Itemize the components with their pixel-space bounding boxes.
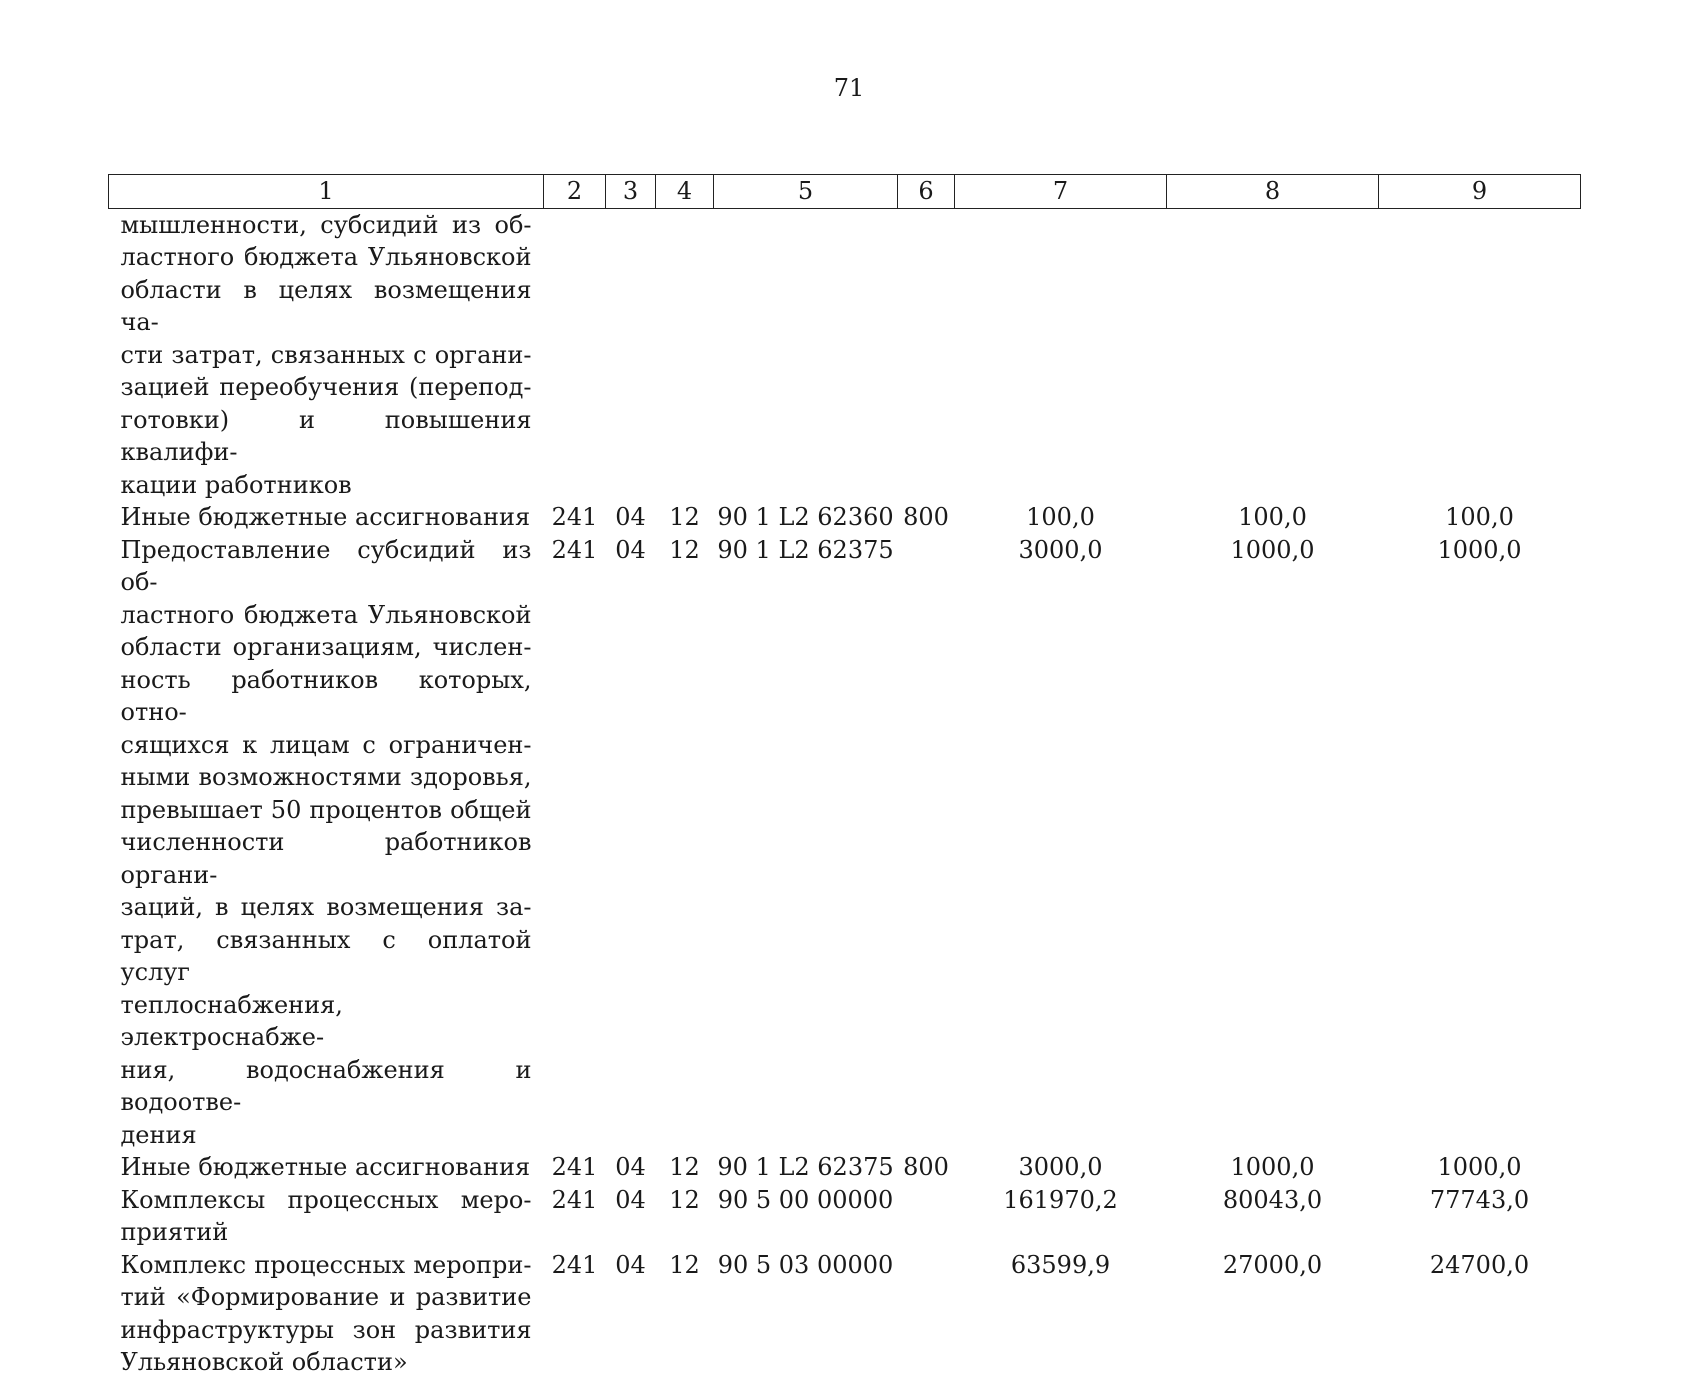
cell-col-8: 100,0 (1238, 503, 1307, 531)
description-line: ластного бюджета Ульяновской (120, 243, 532, 271)
column-number-header (109, 175, 1581, 209)
cell-col-9: 24700,0 (1429, 1250, 1530, 1279)
cell-col-5: 90 1 L2 62360 (717, 503, 894, 531)
description-line: Предоставление субсидий из об- (120, 535, 532, 596)
description-line: области в целях возмещения ча- (120, 275, 532, 336)
description-line: тий «Формирование и развитие (120, 1283, 532, 1311)
description-line: сящихся к лицам с ограничен- (120, 730, 532, 759)
cell-col-3 (606, 208, 656, 501)
cell-col-7: 161970,2 (1003, 1185, 1118, 1214)
row-description (109, 208, 544, 501)
description-line: ластного бюджета Ульяновской (120, 600, 532, 629)
cell-col-9: 77743,0 (1429, 1185, 1530, 1214)
description-line: трат, связанных с оплатой услуг (120, 925, 532, 986)
description-line: заций, в целях возмещения за- (120, 893, 532, 921)
cell-col-4 (656, 208, 714, 501)
description-line: кации работников (120, 470, 352, 499)
cell-col-4: 12 (669, 535, 700, 564)
column-header-1: 1 (109, 175, 544, 209)
row-description (109, 1184, 544, 1249)
cell-col-6: 800 (903, 1153, 949, 1181)
cell-col-8: 1000,0 (1230, 535, 1315, 564)
description-line: сти затрат, связанных с органи- (120, 340, 532, 369)
description-line: области организациям, числен- (120, 633, 532, 661)
description-line: Комплексы процессных меро- (120, 1185, 532, 1214)
table-row (109, 208, 1581, 501)
description-line: Ульяновской области» (120, 1348, 408, 1376)
cell-col-6 (898, 1184, 955, 1249)
description-line: Комплекс процессных меропри- (120, 1250, 532, 1279)
cell-col-9: 100,0 (1445, 503, 1514, 531)
cell-col-7 (955, 208, 1167, 501)
table-row (109, 501, 1581, 534)
cell-col-5 (714, 208, 898, 501)
description-line: теплоснабжения, электроснабже- (120, 990, 343, 1051)
description-line: дения (120, 1120, 197, 1149)
cell-col-9: 1000,0 (1437, 1153, 1522, 1181)
table-row (109, 1249, 1581, 1379)
cell-col-2: 241 (551, 1185, 598, 1214)
description-line: инфраструктуры зон развития (120, 1315, 532, 1344)
cell-col-2: 241 (551, 1250, 598, 1279)
description-line: приятий (120, 1218, 229, 1246)
column-header-8: 8 (1167, 175, 1379, 209)
row-description (109, 534, 544, 1152)
cell-col-3: 04 (615, 535, 646, 564)
description-line: готовки) и повышения квалифи- (120, 405, 532, 466)
cell-col-9 (1379, 208, 1581, 501)
cell-col-8: 1000,0 (1230, 1153, 1315, 1181)
cell-col-4: 12 (669, 1153, 700, 1181)
cell-col-8: 80043,0 (1222, 1185, 1323, 1214)
row-description (109, 1151, 544, 1184)
cell-col-6 (898, 534, 955, 1152)
cell-col-5: 90 1 L2 62375 (717, 535, 894, 564)
column-header-6: 6 (898, 175, 955, 209)
cell-col-2: 241 (551, 535, 598, 564)
cell-col-6: 800 (903, 503, 949, 531)
column-header-4: 4 (656, 175, 714, 209)
cell-col-3: 04 (615, 1185, 646, 1214)
description-line: численности работников органи- (120, 828, 532, 889)
table-row (109, 1151, 1581, 1184)
table-body (109, 208, 1581, 1379)
description-line: Иные бюджетные ассигнования (120, 1153, 531, 1181)
column-header-3: 3 (606, 175, 656, 209)
cell-col-3: 04 (615, 1153, 646, 1181)
cell-col-2 (544, 208, 606, 501)
cell-col-4: 12 (669, 1250, 700, 1279)
budget-table (108, 174, 1581, 1379)
cell-col-8: 27000,0 (1222, 1250, 1323, 1279)
cell-col-9: 1000,0 (1437, 535, 1522, 564)
page-number: 71 (833, 74, 865, 102)
description-line: ния, водоснабжения и водоотве- (120, 1055, 532, 1116)
table-row (109, 534, 1581, 1152)
row-description (109, 1249, 544, 1379)
description-line: превышает 50 процентов общей (120, 795, 532, 824)
cell-col-4: 12 (669, 503, 700, 531)
column-header-5: 5 (714, 175, 898, 209)
cell-col-7: 63599,9 (1010, 1250, 1111, 1279)
cell-col-4: 12 (669, 1185, 700, 1214)
description-line: ность работников которых, отно- (120, 665, 532, 726)
cell-col-3: 04 (615, 503, 646, 531)
row-description (109, 501, 544, 534)
column-header-9: 9 (1379, 175, 1581, 209)
column-header-7: 7 (955, 175, 1167, 209)
description-line: Иные бюджетные ассигнования (120, 503, 531, 531)
description-line: ными возможностями здоровья, (120, 763, 532, 791)
cell-col-2: 241 (551, 1153, 598, 1181)
description-line: зацией переобучения (перепод- (120, 373, 532, 401)
cell-col-6 (898, 208, 955, 501)
cell-col-7: 100,0 (1026, 503, 1095, 531)
cell-col-5: 90 5 00 00000 (717, 1185, 894, 1214)
cell-col-2: 241 (551, 503, 598, 531)
cell-col-3: 04 (615, 1250, 646, 1279)
cell-col-5: 90 1 L2 62375 (717, 1153, 894, 1181)
cell-col-7: 3000,0 (1018, 535, 1103, 564)
column-header-2: 2 (544, 175, 606, 209)
cell-col-5: 90 5 03 00000 (717, 1250, 894, 1279)
cell-col-7: 3000,0 (1018, 1153, 1103, 1181)
description-line: мышленности, субсидий из об- (120, 210, 532, 239)
table-row (109, 1184, 1581, 1249)
cell-col-8 (1167, 208, 1379, 501)
cell-col-6 (898, 1249, 955, 1379)
